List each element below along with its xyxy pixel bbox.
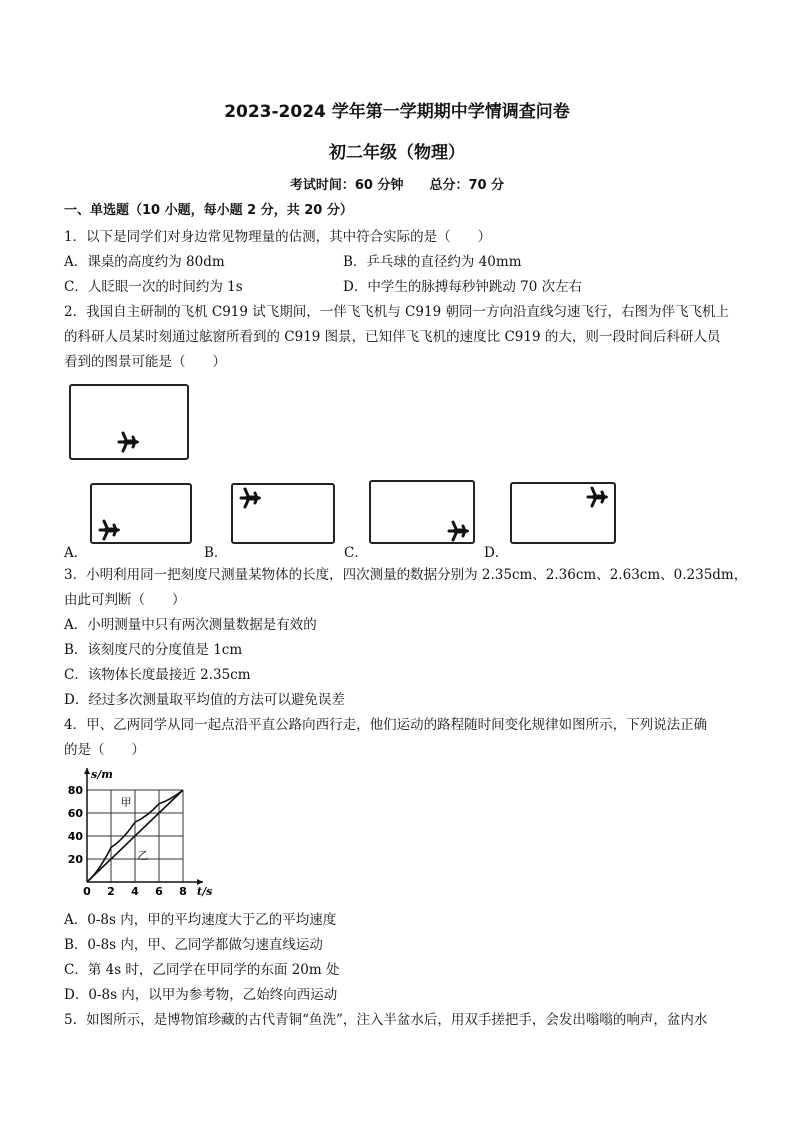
q4-option-d: D．0-8s 内，以甲为参考物，乙始终向西运动 xyxy=(64,987,338,1003)
q3-line1: 3．小明利用同一把刻度尺测量某物体的长度，四次测量的数据分别为 2.35cm、2.36cm、2.63cm、0.235dm， xyxy=(64,567,748,583)
x-tick-label: 6 xyxy=(155,885,163,898)
q2-reference-window xyxy=(69,384,189,460)
q4-line1: 4．甲、乙两同学从同一起点沿平直公路向西行走，他们运动的路程随时间变化规律如图所示，下列说法正确 xyxy=(64,717,708,733)
series-yi-label: 乙 xyxy=(137,849,149,862)
q3-option-a: A．小明测量中只有两次测量数据是有效的 xyxy=(64,617,317,633)
q2-label-a: A． xyxy=(64,545,88,561)
q3-option-c: C．该物体长度最接近 2.35cm xyxy=(64,667,251,683)
q1-option-c: C．人眨眼一次的时间约为 1s xyxy=(64,279,243,295)
series-jia-label: 甲 xyxy=(120,796,132,810)
q1-option-b: B．乒乓球的直径约为 40mm xyxy=(343,254,522,270)
y-axis-arrow xyxy=(84,768,90,774)
q2-option-a-window xyxy=(90,483,192,544)
q1-option-a: A．课桌的高度约为 80dm xyxy=(64,254,225,270)
q2-option-b-window xyxy=(231,483,335,544)
airplane-icon xyxy=(239,487,263,509)
q1-stem: 1．以下是同学们对身边常见物理量的估测，其中符合实际的是（ ） xyxy=(64,229,492,245)
st-graph xyxy=(60,758,220,898)
section-heading: 一、单选题（10 小题，每小题 2 分，共 20 分） xyxy=(64,203,353,218)
q2-option-d-window xyxy=(510,482,616,544)
y-tick-label: 40 xyxy=(67,830,83,843)
q1-option-d: D．中学生的脉搏每秒钟跳动 70 次左右 xyxy=(343,279,583,295)
y-tick-label: 20 xyxy=(67,853,83,866)
q5-line1: 5．如图所示，是博物馆珍藏的古代青铜“鱼洗”，注入半盆水后，用双手搓把手，会发出嗡嗡的响声，盆内水 xyxy=(64,1012,708,1028)
q4-line2: 的是（ ） xyxy=(64,742,145,758)
exam-title: 2023-2024 学年第一学期期中学情调查问卷 xyxy=(224,102,570,122)
q3-option-d: D．经过多次测量取平均值的方法可以避免误差 xyxy=(64,692,345,708)
x-tick-label: 4 xyxy=(131,885,139,898)
exam-info: 考试时间：60 分钟 总分：70 分 xyxy=(289,178,505,193)
exam-subtitle: 初二年级（物理） xyxy=(329,143,465,163)
q2-line2: 的科研人员某时刻通过舷窗所看到的 C919 图景，已知伴飞飞机的速度比 C919 的大，则一段时间后科研人员 xyxy=(64,329,721,345)
y-axis-label: s/m xyxy=(91,768,113,781)
q4-option-b: B．0-8s 内，甲、乙同学都做匀速直线运动 xyxy=(64,937,323,953)
x-tick-label: 2 xyxy=(107,885,115,898)
airplane-icon xyxy=(98,519,122,541)
y-tick-label: 60 xyxy=(67,807,83,820)
q2-option-c-window xyxy=(369,480,475,544)
q2-label-c: C． xyxy=(344,545,368,561)
q3-option-b: B．该刻度尺的分度值是 1cm xyxy=(64,642,243,658)
x-tick-label: 0 xyxy=(83,885,91,898)
q2-line3: 看到的图景可能是（ ） xyxy=(64,354,226,370)
q4-option-a: A．0-8s 内，甲的平均速度大于乙的平均速度 xyxy=(64,912,337,928)
q2-line1: 2．我国自主研制的飞机 C919 试飞期间，一伴飞飞机与 C919 朝同一方向沿直线匀速飞行，右图为伴飞飞机上 xyxy=(64,304,729,320)
airplane-icon xyxy=(447,520,471,542)
q2-label-b: B． xyxy=(204,545,228,561)
q3-line2: 由此可判断（ ） xyxy=(64,592,186,608)
airplane-icon xyxy=(586,486,610,508)
q4-option-c: C．第 4s 时，乙同学在甲同学的东面 20m 处 xyxy=(64,962,340,978)
y-tick-label: 80 xyxy=(67,784,83,797)
x-tick-label: 8 xyxy=(179,885,187,898)
q2-label-d: D． xyxy=(484,545,509,561)
airplane-icon xyxy=(117,431,141,453)
x-axis-label: t/s xyxy=(197,885,213,898)
